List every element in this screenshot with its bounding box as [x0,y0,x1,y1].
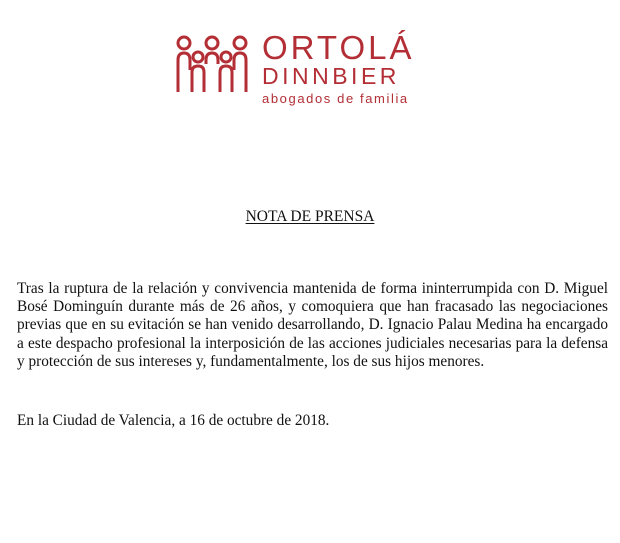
document-body: Tras la ruptura de la relación y convivencia mantenida de forma ininterrumpida con D. Miguel Bosé Dominguín durante más de 26 años, y comoquiera que han fracasado las negociaciones previas que en su evitación se han venido desarrollando, D. Ignacio Palau Medina ha encargado a este despacho profesional la interposición de las acciones judiciales necesarias para la defensa y protección de sus intereses y, fundamentalmente, los de sus hijos menores. [17,280,608,370]
brand-name-line1: ORTOLÁ [262,29,415,66]
brand-tagline: abogados de familia [262,91,409,106]
document-title: NOTA DE PRENSA [245,208,375,225]
brand-name-line2: DINNBIER [262,63,400,89]
firm-logo [172,29,422,110]
family-people-icon [172,34,252,94]
document-closing: En la Ciudad de Valencia, a 16 de octubre de 2018. [17,412,330,429]
document-title-container [0,207,620,227]
